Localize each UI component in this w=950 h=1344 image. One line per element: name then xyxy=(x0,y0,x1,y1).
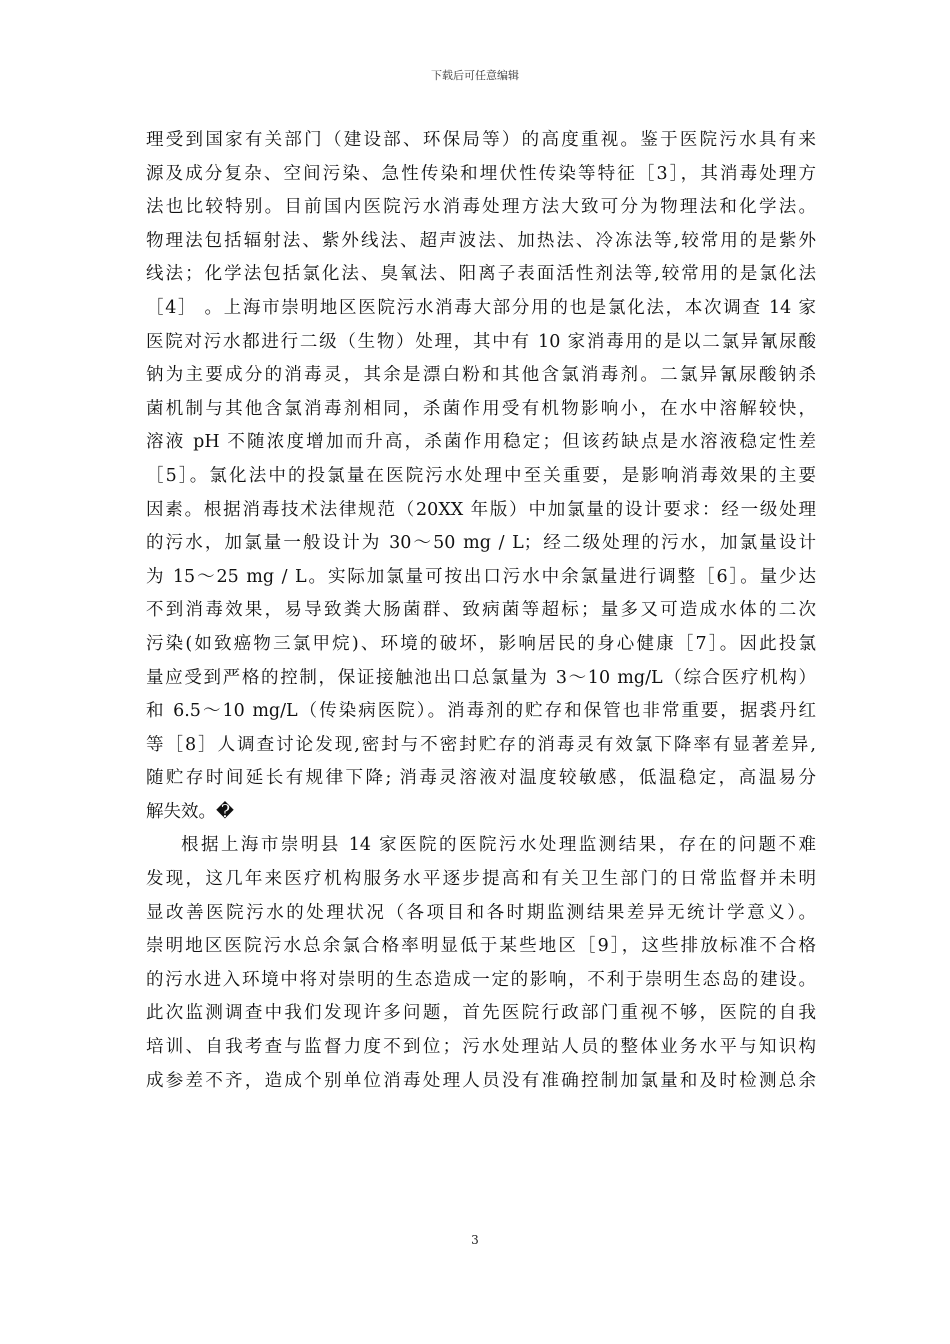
text-line: 污染(如致癌物三氯甲烷)、环境的破坏，影响居民的身心健康［7］。因此投氯 xyxy=(146,633,816,654)
text-line: 发现，这几年来医疗机构服务水平逐步提高和有关卫生部门的日常监督并未明 xyxy=(146,869,816,890)
text-line: 量应受到严格的控制，保证接触池出口总氯量为 3～10 mg/L（综合医疗机构） xyxy=(146,667,816,688)
text-line: 溶液 pH 不随浓度增加而升高，杀菌作用稳定；但该药缺点是水溶液稳定性差 xyxy=(146,432,816,453)
text-line: 显改善医院污水的处理状况（各项目和各时期监测结果差异无统计学意义）。 xyxy=(146,902,816,923)
text-line: 因素。根据消毒技术法律规范（20XX 年版）中加氯量的设计要求：经一级处理 xyxy=(146,499,816,520)
body-text xyxy=(146,124,816,1098)
text-line: 源及成分复杂、空间污染、急性传染和埋伏性传染等特征［3］，其消毒处理方 xyxy=(146,163,816,184)
text-line: 物理法包括辐射法、紫外线法、超声波法、加热法、冷冻法等,较常用的是紫外 xyxy=(146,230,816,251)
text-line: 医院对污水都进行二级（生物）处理，其中有 10 家消毒用的是以二氯异氰尿酸 xyxy=(146,331,816,352)
text-line: 和 6.5～10 mg/L（传染病医院）。消毒剂的贮存和保管也非常重要，据裘丹红 xyxy=(146,701,816,722)
text-line: 的污水进入环境中将对崇明的生态造成一定的影响，不利于崇明生态岛的建设。 xyxy=(146,969,816,990)
text-line: 崇明地区医院污水总余氯合格率明显低于某些地区［9］，这些排放标准不合格 xyxy=(146,936,816,957)
text-line: ［4］ 。上海市崇明地区医院污水消毒大部分用的也是氯化法，本次调查 14 家 xyxy=(146,297,816,318)
text-line: 的污水，加氯量一般设计为 30～50 mg / L；经二级处理的污水，加氯量设计 xyxy=(146,533,816,554)
text-line: 为 15～25 mg / L。实际加氯量可按出口污水中余氯量进行调整［6］。量少达 xyxy=(146,566,816,587)
text-line: 成参差不齐，造成个别单位消毒处理人员没有准确控制加氯量和及时检测总余 xyxy=(146,1070,816,1091)
text-line: 理受到国家有关部门（建设部、环保局等）的高度重视。鉴于医院污水具有来 xyxy=(146,130,816,150)
text-line: ［5］。氯化法中的投氯量在医院污水处理中至关重要，是影响消毒效果的主要 xyxy=(146,465,816,486)
text-line: 不到消毒效果，易导致粪大肠菌群、致病菌等超标；量多又可造成水体的二次 xyxy=(146,600,816,621)
text-line: 随贮存时间延长有规律下降; 消毒灵溶液对温度较敏感，低温稳定，高温易分 xyxy=(146,768,816,789)
text-line: 线法；化学法包括氯化法、臭氧法、阳离子表面活性剂法等,较常用的是氯化法 xyxy=(146,264,816,285)
text-line: 此次监测调查中我们发现许多问题，首先医院行政部门重视不够，医院的自我 xyxy=(146,1003,816,1024)
text-line: 培训、自我考查与监督力度不到位；污水处理站人员的整体业务水平与知识构 xyxy=(146,1037,816,1058)
text-line: 等［8］人调查讨论发现,密封与不密封贮存的消毒灵有效氯下降率有显著差异, xyxy=(146,734,816,755)
text-line: 根据上海市崇明县 14 家医院的医院污水处理监测结果，存在的问题不难 xyxy=(181,835,816,856)
page-number: 3 xyxy=(471,1233,479,1247)
text-line: 钠为主要成分的消毒灵，其余是漂白粉和其他含氯消毒剂。二氯异氰尿酸钠杀 xyxy=(146,365,816,386)
page-header: 下载后可任意编辑 xyxy=(431,69,519,82)
text-line: 菌机制与其他含氯消毒剂相同，杀菌作用受有机物影响小，在水中溶解较快， xyxy=(146,398,816,419)
text-line: 法也比较特别。目前国内医院污水消毒处理方法大致可分为物理法和化学法。 xyxy=(146,197,816,218)
text-line: 解失效。� xyxy=(146,801,234,822)
